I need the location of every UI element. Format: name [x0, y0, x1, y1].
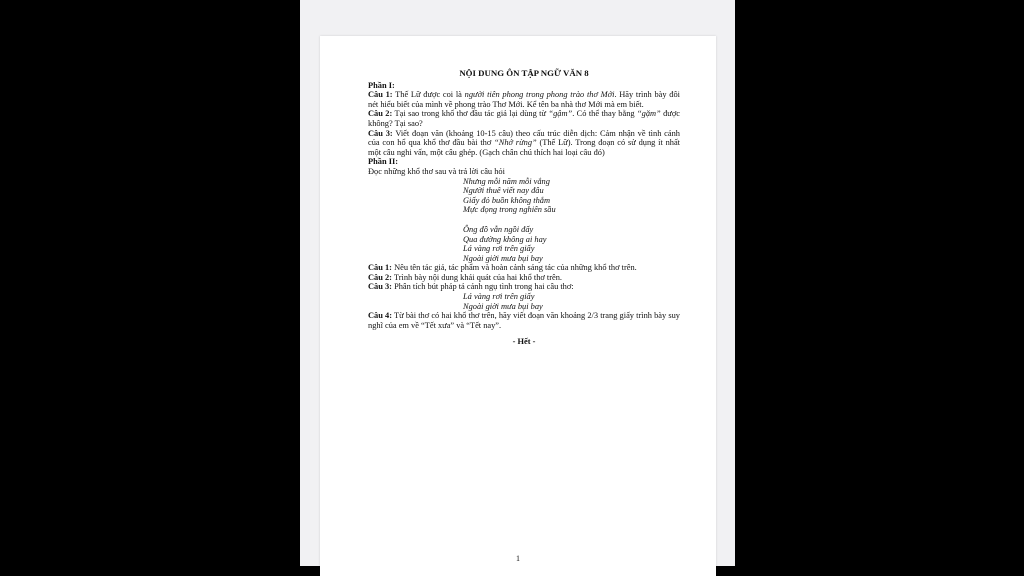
stanza-gap — [368, 215, 680, 225]
question-emphasis: người tiên phong trong phong trào thơ Mới — [464, 90, 615, 100]
document-viewer — [300, 0, 735, 566]
part2-intro: Đọc những khổ thơ sau và trả lời câu hỏi — [368, 166, 505, 176]
poem-line: Nhưng mỗi năm mỗi vắng — [463, 176, 550, 186]
question-text: Phân tích bút pháp tả cảnh ngụ tình trong hai câu thơ: — [391, 282, 574, 292]
part1-question-3 — [368, 129, 680, 158]
part1-question-1 — [368, 90, 680, 109]
question-emphasis: “Nhớ rừng” — [494, 138, 537, 148]
question-emphasis: “gậm” — [548, 109, 573, 119]
part2-question-2 — [368, 273, 680, 283]
question-text: . Có thể thay bằng — [572, 109, 637, 119]
poem-line: Ông đồ vẫn ngồi đấy — [463, 224, 534, 234]
part1-heading: Phần I: — [368, 80, 395, 90]
poem-line: Qua đường không ai hay — [463, 234, 547, 244]
poem-line: Ngoài giời mưa bụi bay — [463, 253, 543, 263]
question-label: Câu 3: — [368, 282, 392, 292]
question-text: Từ bài thơ có hai khổ thơ trên, hãy viết đoạn văn khoảng 2/3 trang giấy trình bày suy nghĩ của em về “Tết xưa” và “Tết nay”. — [368, 311, 680, 330]
part1-question-2 — [368, 109, 680, 128]
end-marker: - Hết - — [512, 337, 536, 347]
poem-line: Lá vàng rơi trên giấy — [463, 292, 535, 302]
question-text: Viết đoạn văn (khoảng 10-15 câu) theo cấu trúc diễn dịch: Cảm nhận về tình cảnh của con hổ qua khổ thơ đầu bài thơ — [368, 128, 680, 148]
question-label: Câu 3: — [368, 128, 393, 138]
question-text: . Hãy trình bày đôi nét hiểu biết của mình về phong trào Thơ Mới. Kể tên ba nhà thơ Mới mà em biết. — [368, 90, 680, 109]
part2-question-1 — [368, 263, 680, 273]
document-page — [320, 36, 716, 576]
question-label: Câu 2: — [368, 272, 392, 282]
question-emphasis: “gặm” — [636, 109, 661, 119]
page-number: 1 — [516, 554, 520, 563]
poem-line: Người thuê viết nay đâu — [463, 186, 544, 196]
question-label: Câu 1: — [368, 263, 392, 273]
question-label: Câu 2: — [368, 109, 393, 119]
question-text: Thế Lữ được coi là — [392, 90, 465, 100]
question-label: Câu 4: — [368, 311, 393, 321]
poem-line: Giấy đỏ buồn không thắm — [463, 195, 550, 205]
question-text: Nêu tên tác giả, tác phẩm và hoàn cảnh sáng tác của những khổ thơ trên. — [391, 263, 637, 273]
document-title: NỘI DUNG ÔN TẬP NGỮ VĂN 8 — [459, 68, 589, 78]
poem-line: Mực đọng trong nghiên sầu — [463, 205, 556, 215]
part2-question-4 — [368, 311, 680, 330]
poem-excerpt — [463, 292, 680, 311]
poem-line: Ngoài giời mưa bụi bay — [463, 301, 543, 311]
part2-question-3 — [368, 282, 680, 292]
question-text: Trình bày nội dung khái quát của hai khổ thơ trên. — [391, 272, 563, 282]
poem-stanza-1 — [463, 177, 680, 215]
question-text: được không? Tại sao? — [368, 109, 680, 128]
page-content — [368, 69, 680, 347]
poem-line: Lá vàng rơi trên giấy — [463, 244, 535, 254]
poem-stanza-2 — [463, 225, 680, 263]
question-label: Câu 1: — [368, 90, 393, 100]
part2-heading: Phần II: — [368, 157, 399, 167]
question-text: (Thế Lữ). Trong đoạn có sử dụng ít nhất một câu nghi vấn, một câu ghép. (Gạch chân chú thích hai loại câu đó) — [368, 138, 680, 157]
question-text: Tại sao trong khổ thơ đầu tác giả lại dùng từ — [392, 109, 549, 119]
